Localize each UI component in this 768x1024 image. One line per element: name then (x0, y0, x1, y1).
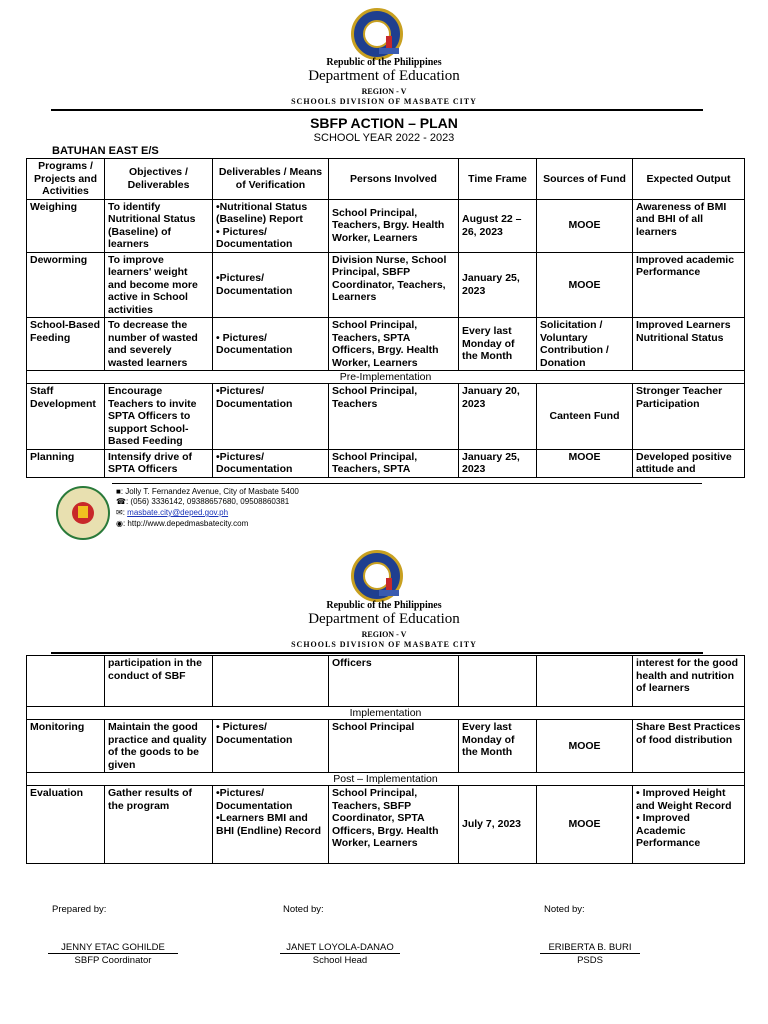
action-plan-table-continued (26, 655, 745, 864)
cell-output: Improved academic Performance (633, 252, 745, 318)
cell-objective: To improve learners' weight and become more active in School activities (105, 252, 213, 318)
cell-persons: Division Nurse, School Principal, SBFP Coordinator, Teachers, Learners (329, 252, 459, 318)
table-row (27, 318, 745, 371)
header-rule (51, 109, 703, 111)
cell-output: Developed positive attitude and (633, 449, 745, 477)
signatory-name: ERIBERTA B. BURI (540, 942, 640, 954)
table-header-row (27, 159, 745, 200)
footer-email-line: ✉: masbate.city@deped.gov.ph (116, 508, 229, 517)
prepared-by-label: Prepared by: (52, 904, 107, 915)
signatory-title: SBFP Coordinator (74, 955, 152, 966)
cell-program: Deworming (27, 252, 105, 318)
noted-by-label: Noted by: (544, 904, 585, 915)
republic-text: Republic of the Philippines (326, 600, 442, 611)
email-link[interactable]: masbate.city@deped.gov.ph (127, 508, 229, 517)
table-row (27, 449, 745, 477)
division-text: SCHOOLS DIVISION OF MASBATE CITY (291, 640, 477, 649)
cell-persons: Officers (329, 656, 459, 707)
footer-web-line (116, 519, 248, 529)
cell-objective: Intensify drive of SPTA Officers (105, 449, 213, 477)
school-year: SCHOOL YEAR 2022 - 2023 (313, 132, 455, 144)
phase-row (27, 773, 745, 786)
cell-objective: Encourage Teachers to invite SPTA Officers to support School-Based Feeding (105, 384, 213, 450)
cell-fund: Solicitation / Voluntary Contribution / Donation (537, 318, 633, 371)
cell-fund: Canteen Fund (537, 384, 633, 450)
cell-timeframe: Every last Monday of the Month (459, 720, 537, 773)
cell-program: Weighing (27, 199, 105, 252)
deped-seal-icon (351, 550, 403, 602)
cell-timeframe: August 22 – 26, 2023 (459, 199, 537, 252)
cell-fund: MOOE (537, 199, 633, 252)
address-text: : Jolly T. Fernandez Avenue, City of Masbate 5400 (120, 487, 299, 496)
cell-output: Awareness of BMI and BHI of all learners (633, 199, 745, 252)
table-row (27, 720, 745, 773)
cell-fund: MOOE (537, 786, 633, 864)
table-row (27, 252, 745, 318)
cell-verification: •Pictures/ Documentation •Learners BMI and BHI (Endline) Record (213, 786, 329, 864)
phase-row (27, 371, 745, 384)
signatory-title: PSDS (577, 955, 603, 966)
col-header: Sources of Fund (537, 159, 633, 200)
cell-persons: School Principal, Teachers, SPTA Officers, Brgy. Health Worker, Learners (329, 318, 459, 371)
globe-icon: ◉ (116, 519, 123, 528)
table-row (27, 786, 745, 864)
cell-output: • Improved Height and Weight Record • Improved Academic Performance (633, 786, 745, 864)
signatory-name: JENNY ETAC GOHILDE (48, 942, 178, 954)
cell-objective: participation in the conduct of SBF (105, 656, 213, 707)
cell-persons: School Principal (329, 720, 459, 773)
cell-timeframe: Every last Monday of the Month (459, 318, 537, 371)
website-text: : http://www.depedmasbatecity.com (122, 519, 249, 528)
cell-verification: • Pictures/ Documentation (213, 720, 329, 773)
phone-text: : (056) 3336142, 09388657680, 09508860381 (125, 497, 290, 506)
mail-icon: ✉ (116, 508, 123, 517)
republic-text: Republic of the Philippines (326, 57, 442, 68)
phase-label: Pre-Implementation (27, 371, 745, 384)
building-icon: ■ (116, 487, 121, 496)
cell-fund: MOOE (537, 720, 633, 773)
cell-verification: • Pictures/ Documentation (213, 318, 329, 371)
cell-fund: MOOE (537, 449, 633, 477)
cell-timeframe: January 25, 2023 (459, 252, 537, 318)
cell-output: interest for the good health and nutrition of learners (633, 656, 745, 707)
cell-objective: Gather results of the program (105, 786, 213, 864)
cell-persons: School Principal, Teachers, SPTA (329, 449, 459, 477)
table-row (27, 199, 745, 252)
phone-icon: ☎ (116, 497, 126, 506)
signatory-name: JANET LOYOLA-DANAO (280, 942, 400, 954)
cell-fund: MOOE (537, 252, 633, 318)
footer-phone-line (116, 497, 289, 507)
table-row (27, 384, 745, 450)
cell-timeframe: January 25, 2023 (459, 449, 537, 477)
cell-program: Evaluation (27, 786, 105, 864)
department-title: Department of Education (308, 68, 460, 84)
cell-verification: •Pictures/ Documentation (213, 384, 329, 450)
cell-persons: School Principal, Teachers, Brgy. Health Worker, Learners (329, 199, 459, 252)
cell-objective: To decrease the number of wasted and severely wasted learners (105, 318, 213, 371)
division-text: SCHOOLS DIVISION OF MASBATE CITY (291, 97, 477, 106)
footer-rule (112, 483, 702, 484)
cell-timeframe (459, 656, 537, 707)
cell-program: Planning (27, 449, 105, 477)
cell-objective: Maintain the good practice and quality of the goods to be given (105, 720, 213, 773)
col-header: Persons Involved (329, 159, 459, 200)
cell-verification (213, 656, 329, 707)
cell-timeframe: July 7, 2023 (459, 786, 537, 864)
cell-program: School-Based Feeding (27, 318, 105, 371)
region-text: REGION - V (361, 87, 407, 96)
cell-output: Share Best Practices of food distribution (633, 720, 745, 773)
action-plan-table (26, 158, 745, 478)
cell-fund (537, 656, 633, 707)
signatory-title: School Head (312, 955, 368, 966)
cell-persons: School Principal, Teachers, SBFP Coordinator, SPTA Officers, Brgy. Health Worker, Learners (329, 786, 459, 864)
deped-seal-icon (351, 8, 403, 60)
phase-label: Post – Implementation (27, 773, 745, 786)
department-title: Department of Education (308, 611, 460, 627)
cell-verification: •Pictures/ Documentation (213, 449, 329, 477)
cell-output: Improved Learners Nutritional Status (633, 318, 745, 371)
school-name: BATUHAN EAST E/S (52, 145, 159, 157)
plan-title: SBFP ACTION – PLAN (310, 115, 458, 131)
noted-by-label: Noted by: (283, 904, 324, 915)
cell-program: Monitoring (27, 720, 105, 773)
col-header: Programs / Projects and Activities (27, 159, 105, 200)
cell-persons: School Principal, Teachers (329, 384, 459, 450)
cell-program (27, 656, 105, 707)
cell-output: Stronger Teacher Participation (633, 384, 745, 450)
region-text: REGION - V (361, 630, 407, 639)
cell-objective: To identify Nutritional Status (Baseline) of learners (105, 199, 213, 252)
division-seal-icon (56, 486, 110, 540)
cell-verification: •Nutritional Status (Baseline) Report • Pictures/ Documentation (213, 199, 329, 252)
phase-row (27, 707, 745, 720)
col-header: Time Frame (459, 159, 537, 200)
cell-verification: •Pictures/ Documentation (213, 252, 329, 318)
col-header: Objectives / Deliverables (105, 159, 213, 200)
phase-label: Implementation (27, 707, 745, 720)
table-row (27, 656, 745, 707)
col-header: Expected Output (633, 159, 745, 200)
footer-address-line (116, 487, 299, 497)
header-rule (51, 652, 703, 654)
col-header: Deliverables / Means of Verification (213, 159, 329, 200)
cell-timeframe: January 20, 2023 (459, 384, 537, 450)
cell-program: Staff Development (27, 384, 105, 450)
